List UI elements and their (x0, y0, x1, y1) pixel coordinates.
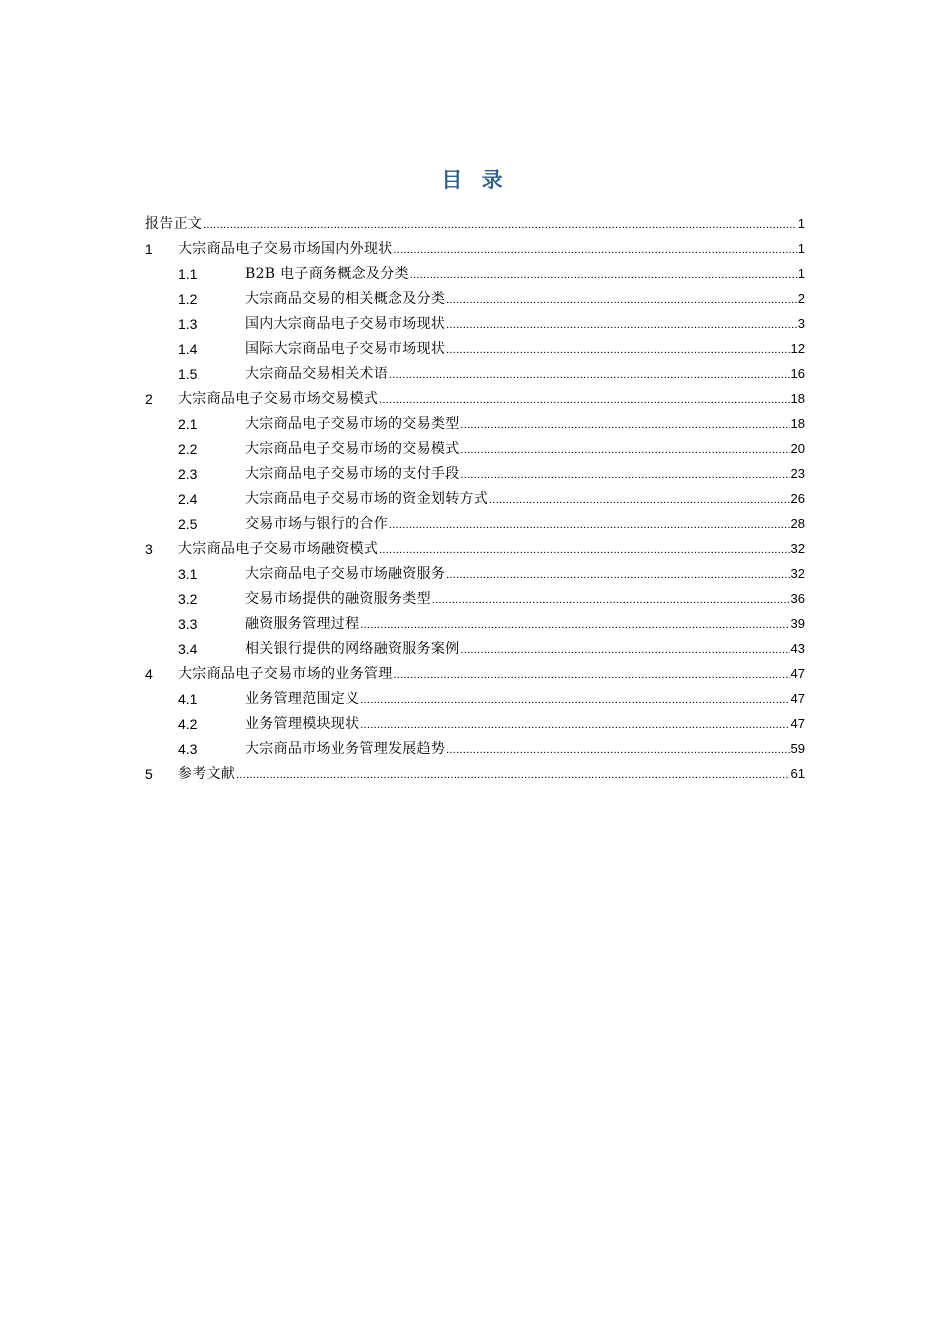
toc-dot-leader (389, 515, 790, 533)
toc-entry-label: 参考文献 (178, 766, 236, 782)
toc-dot-leader (410, 265, 797, 283)
toc-entry-page-number: 61 (790, 766, 805, 781)
toc-entry[interactable] (145, 358, 805, 383)
toc-entry-page-number: 32 (790, 541, 805, 556)
toc-entry[interactable] (145, 633, 805, 658)
toc-entry-label: 业务管理范围定义 (245, 691, 360, 707)
toc-entry-page-number: 43 (790, 641, 805, 656)
toc-entry-label: 报告正文 (145, 216, 203, 232)
toc-entry-page-number: 32 (790, 566, 805, 581)
toc-entry[interactable] (145, 608, 805, 633)
toc-entry[interactable] (145, 458, 805, 483)
toc-entry-page-number: 28 (790, 516, 805, 531)
toc-dot-leader (461, 640, 790, 658)
toc-entry-label: 大宗商品电子交易市场的交易类型 (245, 416, 460, 432)
toc-entry[interactable] (145, 283, 805, 308)
toc-entry-label: 大宗商品电子交易市场的资金划转方式 (245, 491, 489, 507)
toc-entry-label: 大宗商品电子交易市场的业务管理 (178, 666, 393, 682)
toc-dot-leader (236, 765, 789, 783)
toc-entry-number: 4 (145, 666, 153, 682)
toc-entry-label: 大宗商品电子交易市场的支付手段 (245, 466, 460, 482)
toc-entry-page-number: 18 (790, 416, 805, 431)
toc-dot-leader (446, 340, 789, 358)
toc-entry-number: 4.1 (178, 691, 198, 707)
toc-entry-label: 相关银行提供的网络融资服务案例 (245, 641, 460, 657)
toc-entry-number: 2.3 (178, 466, 198, 482)
toc-entry-label: 业务管理模块现状 (245, 716, 360, 732)
toc-entry-page-number: 16 (790, 366, 805, 381)
toc-entry-number: 1.2 (178, 291, 198, 307)
toc-entry-number: 4.2 (178, 716, 198, 732)
toc-dot-leader (360, 690, 789, 708)
toc-entry[interactable] (145, 708, 805, 733)
toc-entry-number: 2.1 (178, 416, 198, 432)
toc-entry-page-number: 23 (790, 466, 805, 481)
toc-entry-number: 3.3 (178, 616, 198, 632)
toc-entry-number: 1.5 (178, 366, 198, 382)
toc-entry[interactable] (145, 433, 805, 458)
toc-dot-leader (446, 290, 797, 308)
toc-entry-page-number: 47 (790, 716, 805, 731)
toc-entry[interactable] (145, 208, 805, 233)
toc-entry[interactable] (145, 583, 805, 608)
toc-dot-leader (394, 240, 797, 258)
toc-entry-page-number: 59 (790, 741, 805, 756)
toc-entry[interactable] (145, 408, 805, 433)
toc-entry-number: 1.4 (178, 341, 198, 357)
toc-entry-number: 5 (145, 766, 153, 782)
toc-entry-page-number: 3 (797, 316, 805, 331)
toc-entry-number: 2.2 (178, 441, 198, 457)
toc-entry-page-number: 36 (790, 591, 805, 606)
toc-entry[interactable] (145, 733, 805, 758)
toc-entry-number: 4.3 (178, 741, 198, 757)
toc-entry-number: 3.4 (178, 641, 198, 657)
toc-entry-label: 大宗商品电子交易市场融资服务 (245, 566, 446, 582)
toc-entry-number: 2 (145, 391, 153, 407)
toc-entry[interactable] (145, 558, 805, 583)
toc-entry-number: 1.3 (178, 316, 198, 332)
toc-entry-label: B2B 电子商务概念及分类 (245, 266, 409, 282)
toc-entry[interactable] (145, 333, 805, 358)
toc-entry-number: 1.1 (178, 266, 198, 282)
toc-entry-page-number: 12 (790, 341, 805, 356)
toc-entry[interactable] (145, 758, 805, 783)
toc-dot-leader (379, 540, 789, 558)
toc-entry-page-number: 1 (797, 216, 805, 231)
toc-entry-page-number: 2 (797, 291, 805, 306)
toc-entry-number: 3 (145, 541, 153, 557)
toc-entry-number: 2.4 (178, 491, 198, 507)
toc-entry-page-number: 26 (790, 491, 805, 506)
toc-dot-leader (461, 465, 790, 483)
toc-entry-number: 3.2 (178, 591, 198, 607)
toc-dot-leader (446, 740, 789, 758)
toc-entry[interactable] (145, 233, 805, 258)
toc-entry[interactable] (145, 483, 805, 508)
toc-entry-label: 交易市场与银行的合作 (245, 516, 388, 532)
toc-title: 目 录 (441, 168, 509, 192)
toc-entry[interactable] (145, 658, 805, 683)
toc-dot-leader (489, 490, 789, 508)
toc-dot-leader (360, 715, 789, 733)
toc-dot-leader (446, 315, 797, 333)
toc-dot-leader (360, 615, 789, 633)
toc-entry[interactable] (145, 683, 805, 708)
toc-dot-leader (446, 565, 789, 583)
toc-entry-label: 大宗商品电子交易市场国内外现状 (178, 241, 393, 257)
toc-entry-number: 3.1 (178, 566, 198, 582)
toc-entry-label: 大宗商品交易的相关概念及分类 (245, 291, 446, 307)
toc-entry-label: 交易市场提供的融资服务类型 (245, 591, 431, 607)
toc-entry-number: 1 (145, 241, 153, 257)
toc-entry-label: 融资服务管理过程 (245, 616, 360, 632)
toc-entry-label: 大宗商品电子交易市场融资模式 (178, 541, 379, 557)
toc-entry-label: 大宗商品电子交易市场交易模式 (178, 391, 379, 407)
toc-entry-label: 大宗商品电子交易市场的交易模式 (245, 441, 460, 457)
toc-entry-number: 2.5 (178, 516, 198, 532)
toc-entry-page-number: 18 (790, 391, 805, 406)
toc-entry-page-number: 20 (790, 441, 805, 456)
toc-entry[interactable] (145, 508, 805, 533)
toc-dot-leader (389, 365, 790, 383)
toc-entry-page-number: 47 (790, 666, 805, 681)
toc-dot-leader (461, 440, 790, 458)
toc-entry-page-number: 1 (797, 266, 805, 281)
toc-entry-page-number: 39 (790, 616, 805, 631)
toc-dot-leader (394, 665, 790, 683)
toc-dot-leader (379, 390, 789, 408)
toc-entry-page-number: 47 (790, 691, 805, 706)
toc-entry-label: 大宗商品交易相关术语 (245, 366, 388, 382)
toc-entry-label: 国内大宗商品电子交易市场现状 (245, 316, 446, 332)
toc-entry[interactable] (145, 533, 805, 558)
toc-entry[interactable] (145, 258, 805, 283)
toc-entry[interactable] (145, 383, 805, 408)
toc-entry-label: 国际大宗商品电子交易市场现状 (245, 341, 446, 357)
table-of-contents (145, 208, 805, 783)
toc-entry[interactable] (145, 308, 805, 333)
toc-entry-label: 大宗商品市场业务管理发展趋势 (245, 741, 446, 757)
toc-dot-leader (203, 215, 797, 233)
toc-dot-leader (432, 590, 790, 608)
toc-dot-leader (461, 415, 790, 433)
toc-entry-page-number: 1 (797, 241, 805, 256)
